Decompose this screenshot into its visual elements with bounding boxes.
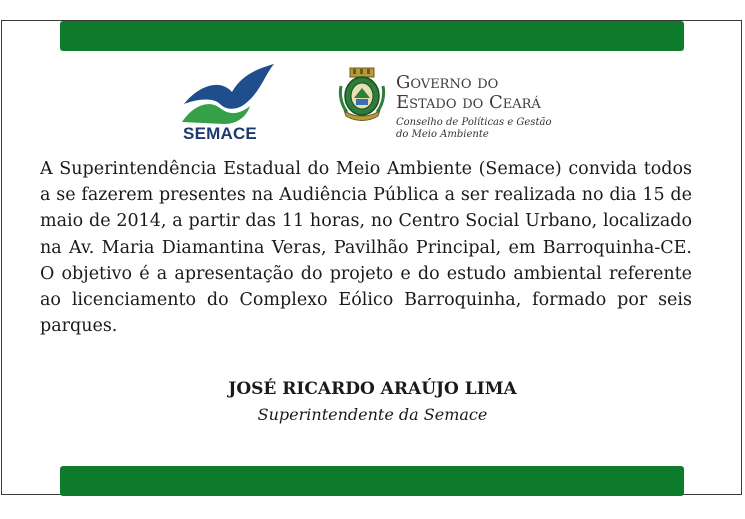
signer-role: Superintendente da Semace [257, 405, 488, 424]
top-green-bar [60, 21, 684, 51]
signer-name: JOSÉ RICARDO ARAÚJO LIMA [228, 379, 517, 399]
government-logo [338, 66, 578, 144]
government-title-line2: Estado do Ceará [396, 92, 541, 113]
government-title-line1: Governo do [396, 72, 499, 93]
notice-body: A Superintendência Estadual do Meio Ambiente (Semace) convida todos a se fazerem presentes na Audiência Pública a ser realizada no dia 15 de maio de 2014, a partir das 11 horas, no Centro Social Urbano, localizado na Av. Maria Diamantina Veras, Pavilhão Principal, em Barroquinha-CE. O objetivo é a apresentação do projeto e do estudo ambiental referente ao licenciamento do Complexo Eólico Barroquinha, formado por seis parques. [40, 159, 692, 337]
semace-wordmark: SEMACE [183, 124, 257, 143]
bottom-green-bar [60, 466, 684, 496]
ceara-coat-of-arms-icon [338, 66, 386, 124]
council-line1: Conselho de Políticas e Gestão [396, 117, 552, 128]
semace-logo [180, 64, 280, 146]
council-line2: do Meio Ambiente [396, 129, 489, 140]
bird-over-hills-icon [180, 64, 280, 126]
